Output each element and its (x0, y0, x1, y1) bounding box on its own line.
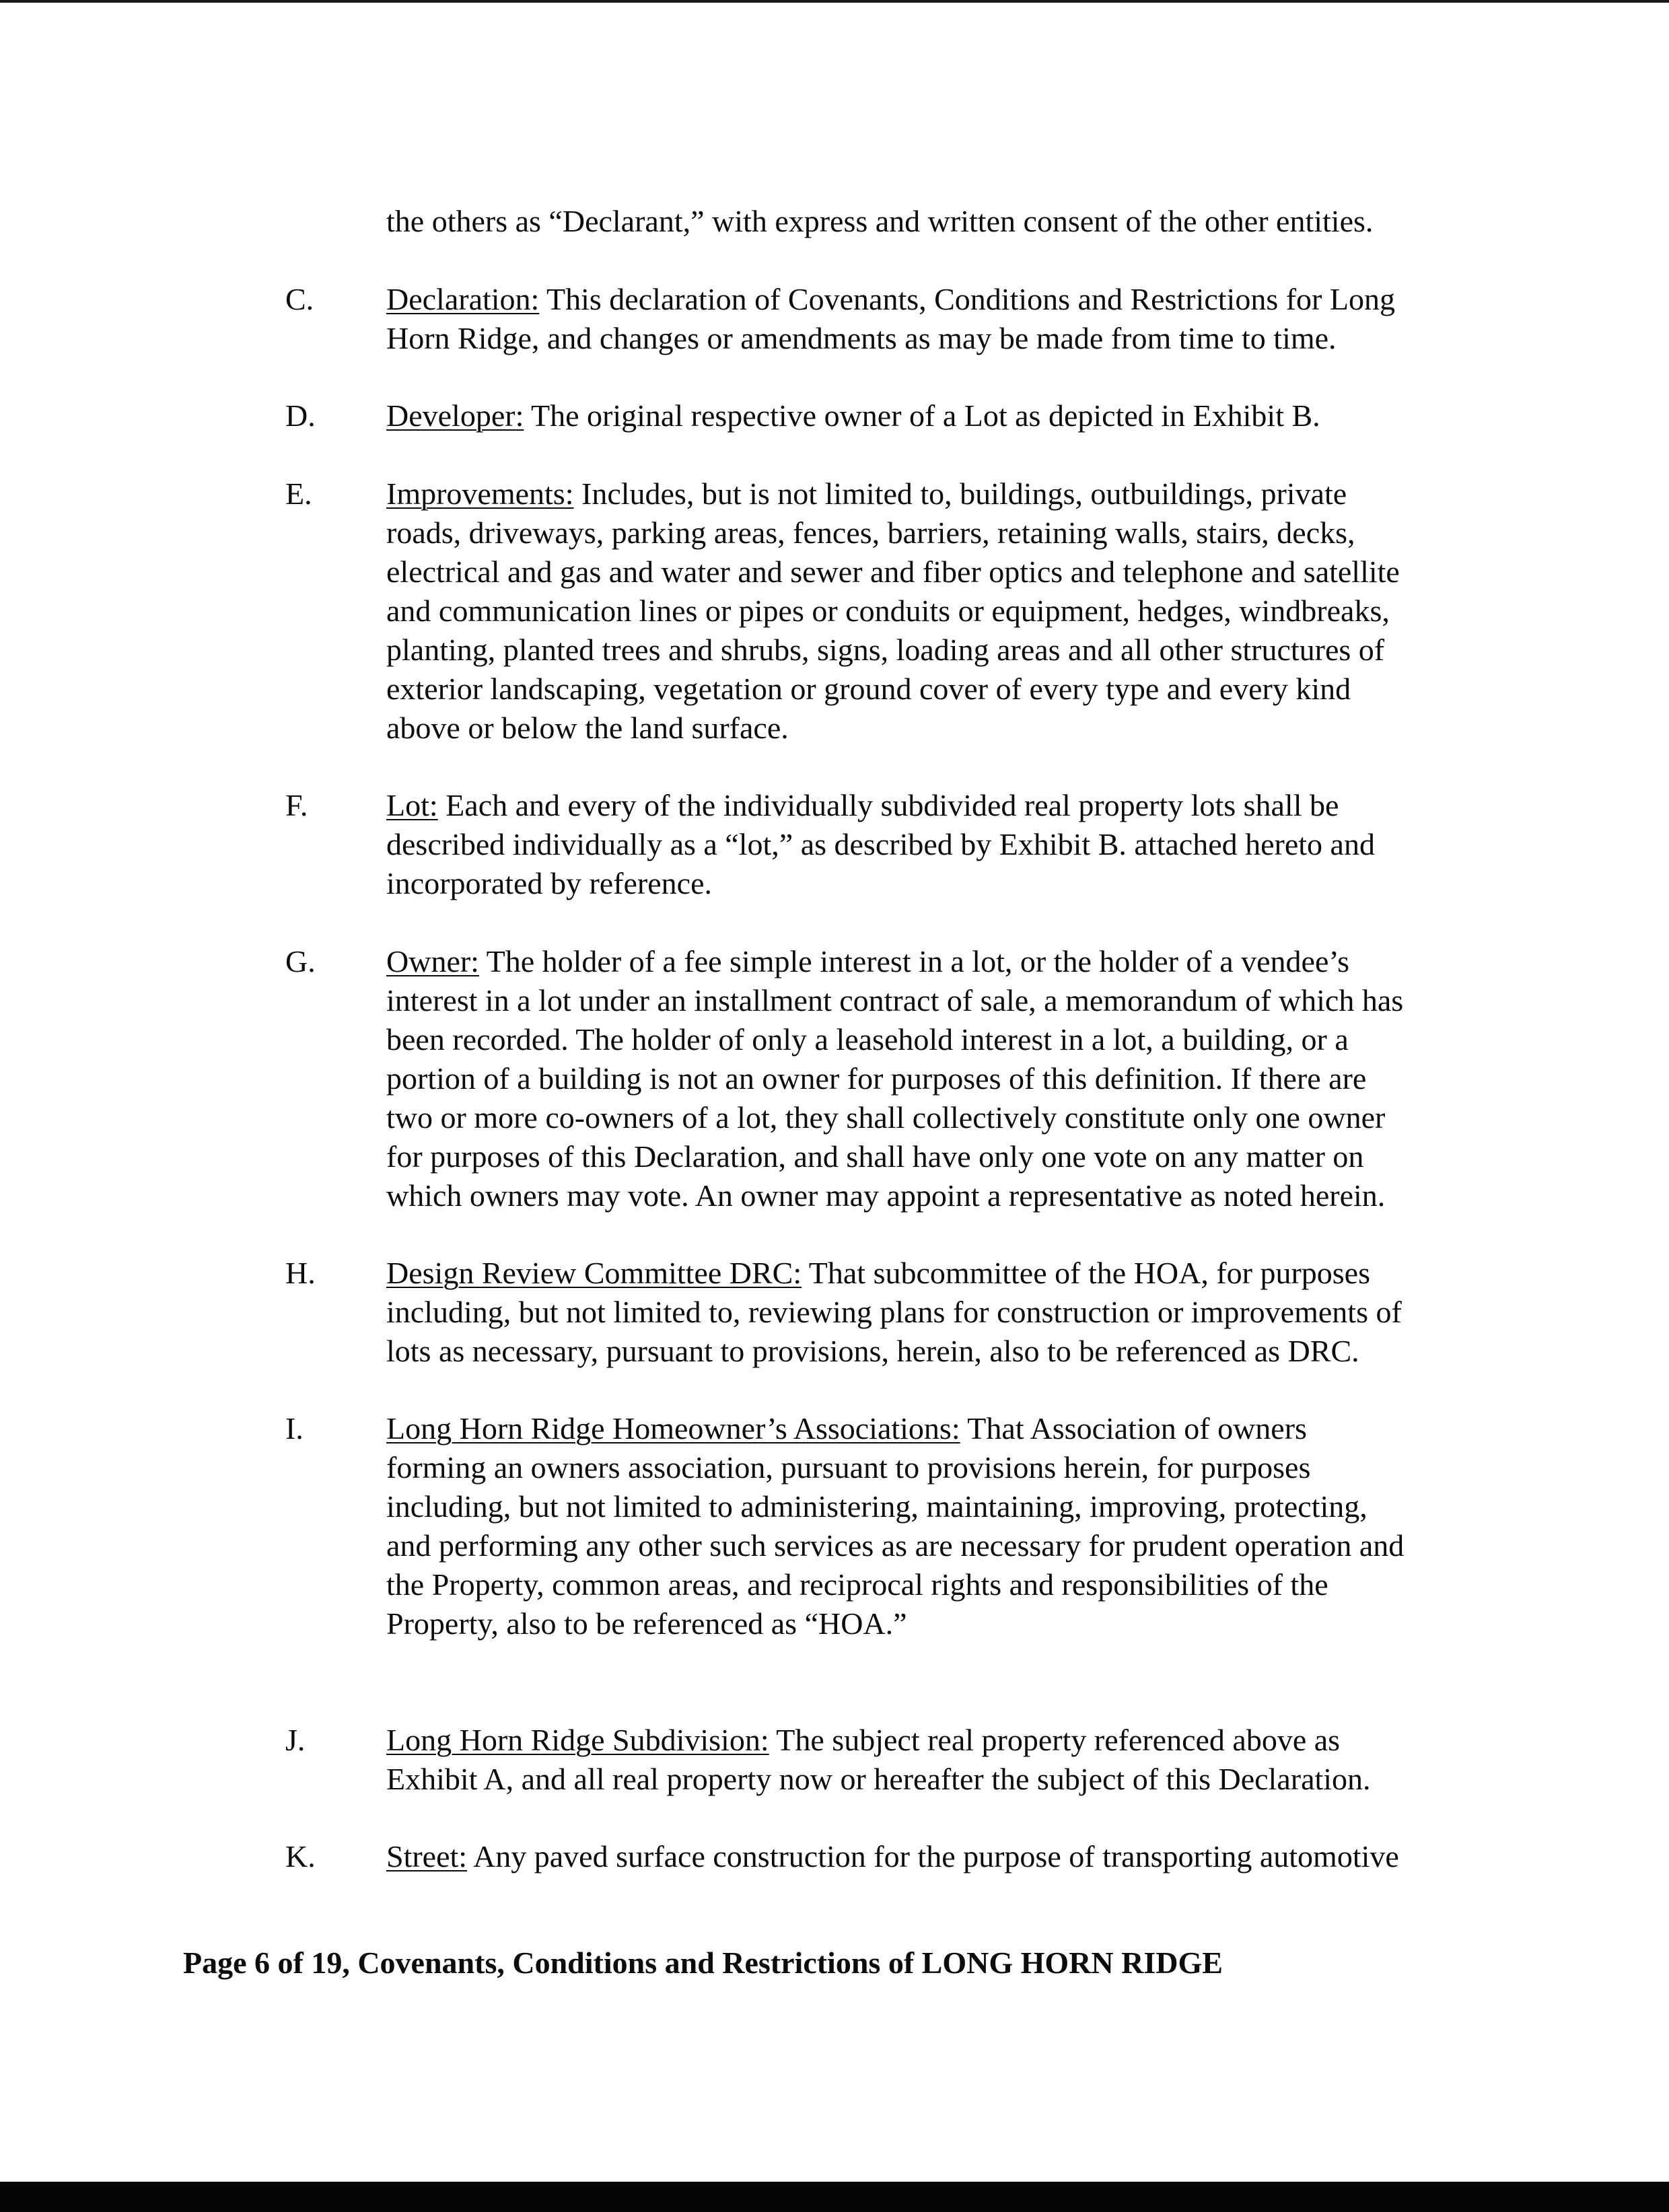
item-letter: C. (285, 282, 314, 316)
item-line: two or more co-owners of a lot, they shall collectively constitute only one owner (386, 1100, 1386, 1135)
item-line: above or below the land surface. (386, 711, 789, 745)
item-line (386, 942, 1503, 981)
item-letter: E. (285, 476, 312, 511)
item-letter: G. (285, 944, 316, 978)
defined-term: Improvements: (386, 476, 574, 511)
item-text: That subcommittee of the HOA, for purposes (802, 1256, 1370, 1290)
item-line: and performing any other such services as are necessary for prudent operation and (386, 1528, 1405, 1563)
item-line (386, 280, 1503, 319)
item-letter: D. (285, 398, 316, 433)
item-body (386, 1721, 1503, 1799)
item-line: including, but not limited to administering, maintaining, improving, protecting, (386, 1489, 1368, 1524)
item-line: Exhibit A, and all real property now or hereafter the subject of this Declaration. (386, 1762, 1371, 1796)
item-line: for purposes of this Declaration, and shall have only one vote on any matter on (386, 1139, 1364, 1174)
item-line (386, 396, 1503, 435)
item-line (386, 1721, 1503, 1760)
item-letter: I. (285, 1411, 304, 1446)
item-line (386, 474, 1503, 513)
defined-term: Long Horn Ridge Homeowner’s Associations: (386, 1411, 960, 1446)
item-text: The subject real property referenced above as (769, 1723, 1341, 1757)
defined-term: Long Horn Ridge Subdivision: (386, 1723, 769, 1757)
defined-term: Lot: (386, 788, 438, 822)
item-line: roads, driveways, parking areas, fences, barriers, retaining walls, stairs, decks, (386, 515, 1355, 550)
item-line: Horn Ridge, and changes or amendments as may be made from time to time. (386, 321, 1337, 355)
item-body (386, 280, 1503, 358)
item-line: Property, also to be referenced as “HOA.” (386, 1606, 907, 1641)
item-line: exterior landscaping, vegetation or ground cover of every type and every kind (386, 672, 1351, 706)
item-line: which owners may vote. An owner may appoint a representative as noted herein. (386, 1178, 1386, 1213)
defined-term: Developer: (386, 398, 524, 433)
defined-term: Declaration: (386, 282, 540, 316)
item-line: portion of a building is not an owner for purposes of this definition. If there are (386, 1061, 1367, 1096)
item-body (386, 942, 1503, 1215)
defined-term: Owner: (386, 944, 479, 978)
intro-line: the others as “Declarant,” with express and written consent of the other entities. (386, 204, 1374, 238)
item-text: The holder of a fee simple interest in a lot, or the holder of a vendee’s (478, 944, 1350, 978)
item-text: The original respective owner of a Lot as depicted in Exhibit B. (524, 398, 1320, 433)
item-line: electrical and gas and water and sewer and fiber optics and telephone and satellite (386, 555, 1400, 589)
item-line: lots as necessary, pursuant to provisions, herein, also to be referenced as DRC. (386, 1334, 1359, 1368)
scan-edge-bottom (0, 2182, 1669, 2212)
item-line (386, 1254, 1503, 1293)
item-text: Any paved surface construction for the purpose of transporting automotive (467, 1839, 1399, 1874)
item-body (386, 786, 1503, 903)
item-line: forming an owners association, pursuant to provisions herein, for purposes (386, 1450, 1311, 1485)
item-text: Includes, but is not limited to, buildings, outbuildings, private (573, 476, 1347, 511)
item-letter: K. (285, 1839, 316, 1874)
page-footer: Page 6 of 19, Covenants, Conditions and Restrictions of LONG HORN RIDGE (183, 1946, 1223, 1980)
item-line (386, 1837, 1503, 1876)
item-line: incorporated by reference. (386, 866, 712, 900)
item-line: planting, planted trees and shrubs, signs, loading areas and all other structures of (386, 633, 1385, 667)
item-body (386, 474, 1503, 748)
item-line (386, 786, 1503, 825)
defined-term: Design Review Committee DRC: (386, 1256, 802, 1290)
item-text: Each and every of the individually subdivided real property lots shall be (437, 788, 1339, 822)
item-text: That Association of owners (960, 1411, 1307, 1446)
item-body (386, 1254, 1503, 1371)
item-body (386, 396, 1503, 435)
item-body (386, 1409, 1503, 1643)
item-line: described individually as a “lot,” as described by Exhibit B. attached hereto and (386, 827, 1375, 861)
item-line: including, but not limited to, reviewing plans for construction or improvements of (386, 1295, 1402, 1329)
item-line (386, 1409, 1503, 1448)
item-line: interest in a lot under an installment contract of sale, a memorandum of which has (386, 983, 1404, 1018)
item-line: the Property, common areas, and reciprocal rights and responsibilities of the (386, 1567, 1328, 1602)
item-letter: H. (285, 1256, 316, 1290)
item-body (386, 1837, 1503, 1876)
item-line: been recorded. The holder of only a leasehold interest in a lot, a building, or a (386, 1022, 1349, 1057)
item-line: and communication lines or pipes or conduits or equipment, hedges, windbreaks, (386, 594, 1390, 628)
item-letter: J. (285, 1723, 306, 1757)
item-text: This declaration of Covenants, Conditions and Restrictions for Long (539, 282, 1395, 316)
defined-term: Street: (386, 1839, 468, 1874)
item-letter: F. (285, 788, 308, 822)
